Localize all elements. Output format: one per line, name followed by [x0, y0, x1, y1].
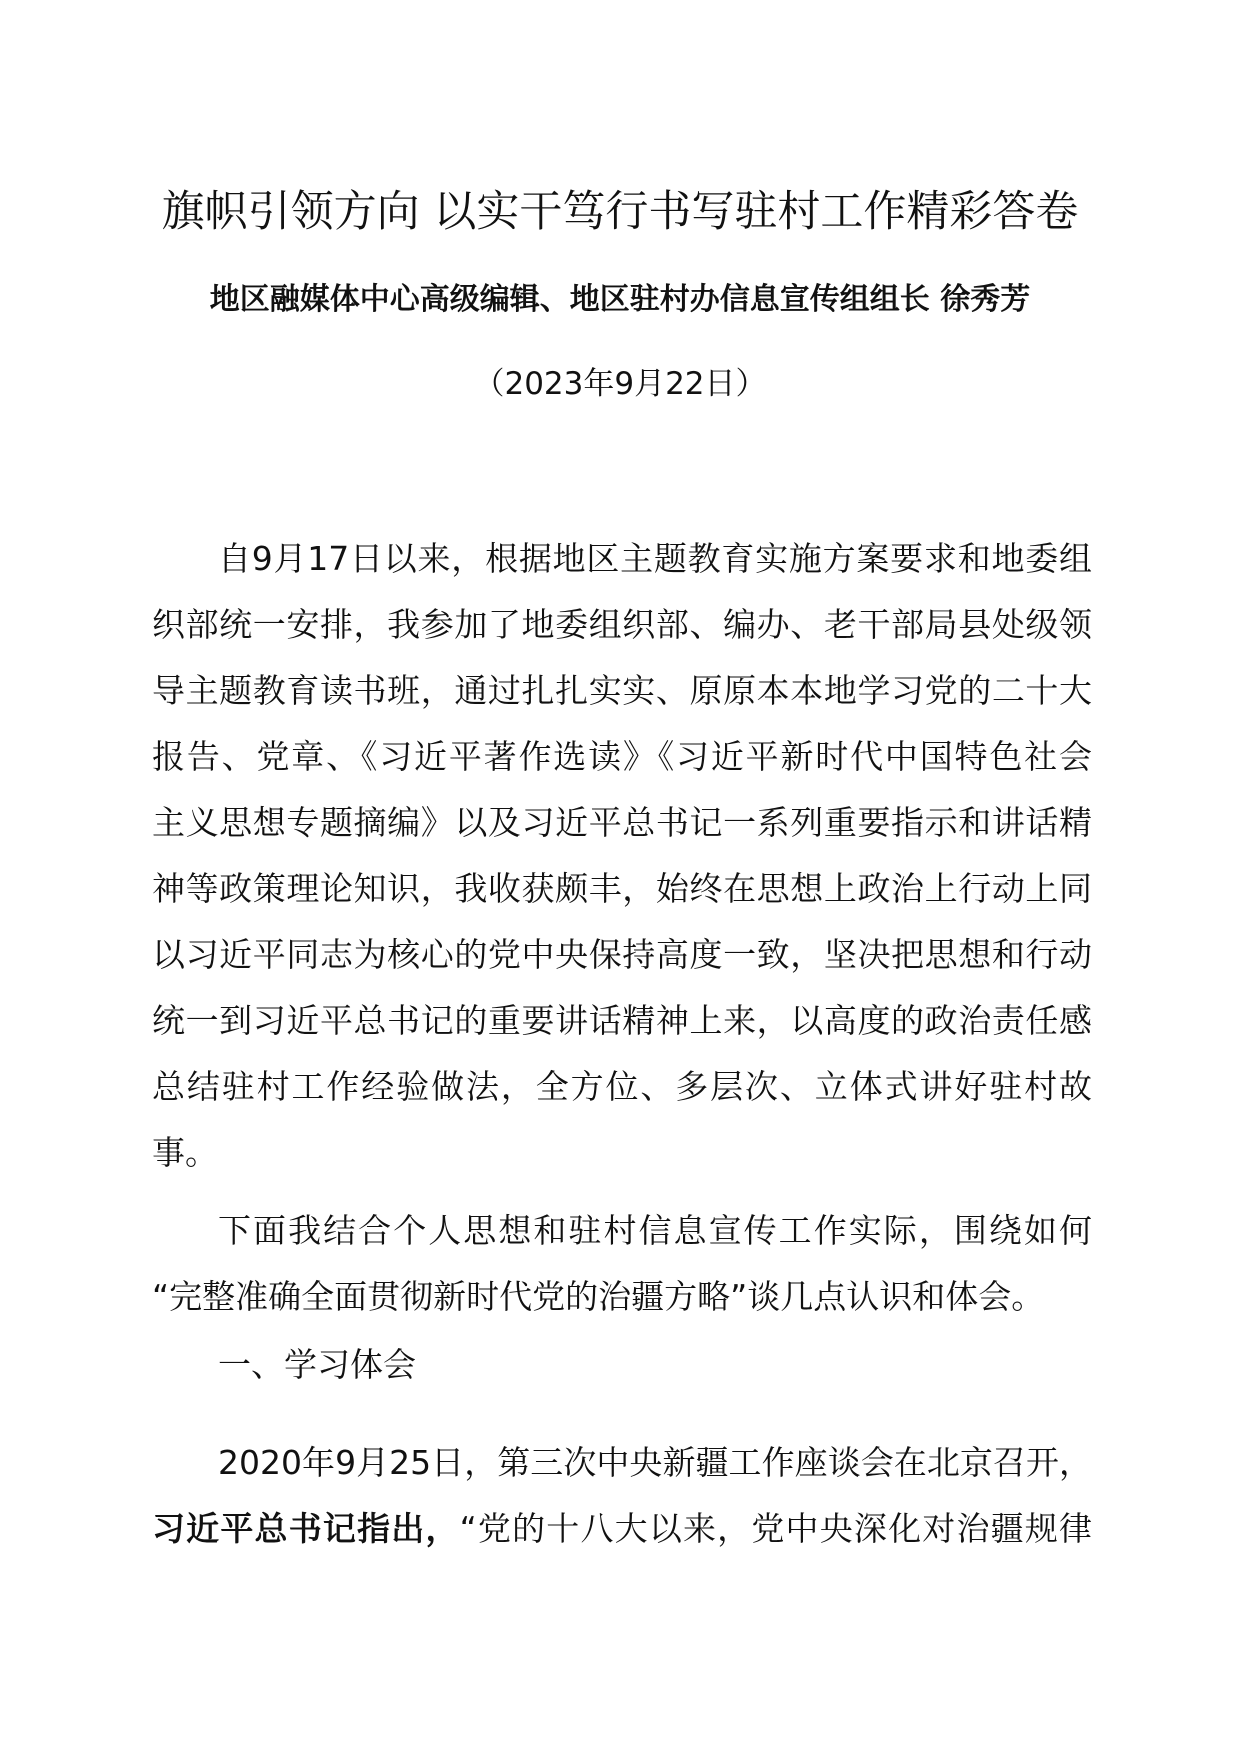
document-title: 旗帜引领方向 以实干笃行书写驻村工作精彩答卷: [161, 187, 1079, 237]
paragraph-line: 下面我结合个人思想和驻村信息宣传工作实际，围绕如何: [218, 1211, 1092, 1250]
paragraph-line: 主义思想专题摘编》以及习近平总书记一系列重要指示和讲话精: [152, 803, 1092, 842]
paragraph-line: 导主题教育读书班，通过扎扎实实、原原本本地学习党的二十大: [152, 671, 1092, 710]
section-heading-text: 一、学习体会: [218, 1345, 416, 1384]
paragraph-line: 以习近平同志为核心的党中央保持高度一致，坚决把思想和行动: [152, 935, 1092, 974]
paragraph-outline: [152, 1198, 1092, 1330]
paragraph-line: 统一到习近平总书记的重要讲话精神上来，以高度的政治责任感: [152, 1001, 1092, 1040]
paragraph-line: “完整准确全面贯彻新时代党的治疆方略”谈几点认识和体会。: [152, 1277, 1045, 1316]
paragraph-line: 织部统一安排，我参加了地委组织部、编办、老干部局县处级领: [152, 605, 1092, 644]
author-line: 地区融媒体中心高级编辑、地区驻村办信息宣传组组长 徐秀芳: [209, 282, 1031, 317]
paragraph-line: 报告、党章、《习近平著作选读》《习近平新时代中国特色社会: [152, 737, 1092, 776]
paragraph-line: 事。: [152, 1133, 218, 1172]
section-heading: [152, 1332, 1092, 1398]
paragraph-line: 自9月17日以来，根据地区主题教育实施方案要求和地委组: [218, 539, 1092, 578]
document-date: （2023年9月22日）: [473, 366, 767, 402]
paragraph-line: 2020年9月25日，第三次中央新疆工作座谈会在北京召开，: [218, 1443, 1092, 1482]
paragraph-line: 神等政策理论知识，我收获颇丰，始终在思想上政治上行动上同: [152, 869, 1092, 908]
quote-text: “党的十八大以来，党中央深化对治疆规律: [459, 1509, 1092, 1548]
paragraph-line: [152, 1496, 1092, 1562]
paragraph-intro: [152, 526, 1092, 1186]
paragraph-study: [152, 1430, 1092, 1562]
paragraph-line: 总结驻村工作经验做法，全方位、多层次、立体式讲好驻村故: [152, 1067, 1092, 1106]
emphasis-text: 习近平总书记指出，: [152, 1509, 460, 1548]
